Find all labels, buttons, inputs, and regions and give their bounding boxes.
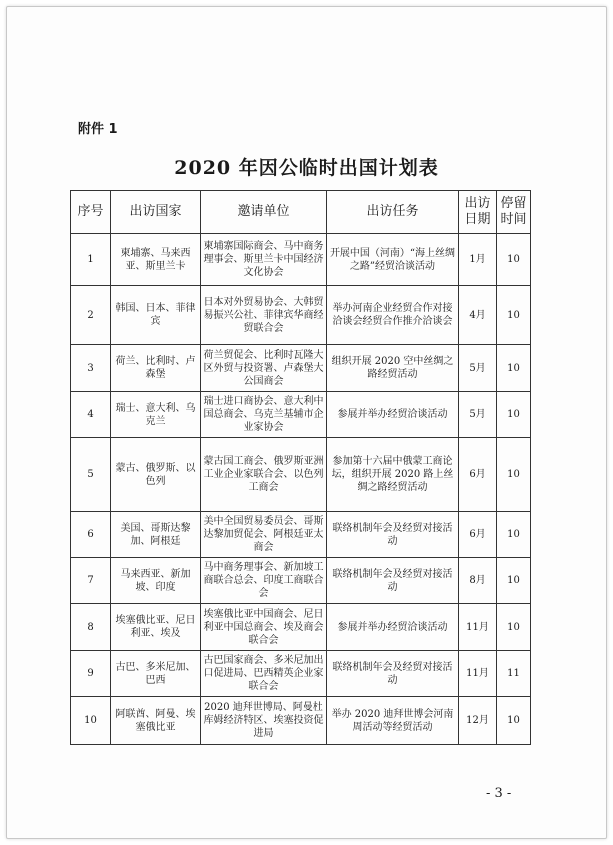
cell-index: 2 [71, 286, 111, 345]
page-number: - 3 - [486, 786, 512, 801]
cell-date: 6月 [459, 512, 497, 558]
cell-task: 联络机制年会及经贸对接活动 [327, 558, 459, 604]
cell-index: 10 [71, 697, 111, 745]
cell-index: 3 [71, 345, 111, 392]
cell-task: 参展并举办经贸洽谈活动 [327, 392, 459, 438]
cell-countries: 韩国、日本、菲律宾 [111, 286, 201, 345]
cell-index: 5 [71, 438, 111, 512]
cell-inviter: 埃塞俄比亚中国商会、尼日利亚中国总商会、埃及商会联合会 [201, 604, 327, 651]
cell-duration: 11 [497, 651, 531, 697]
cell-date: 8月 [459, 558, 497, 604]
cell-duration: 10 [497, 392, 531, 438]
table-row [71, 234, 531, 286]
cell-date: 1月 [459, 234, 497, 286]
header-task: 出访任务 [327, 191, 459, 234]
cell-countries: 阿联酋、阿曼、埃塞俄比亚 [111, 697, 201, 745]
table-row [71, 697, 531, 745]
cell-task: 参展并举办经贸洽谈活动 [327, 604, 459, 651]
cell-task: 开展中国（河南）“海上丝绸之路”经贸洽谈活动 [327, 234, 459, 286]
cell-countries: 瑞士、意大利、乌克兰 [111, 392, 201, 438]
cell-duration: 10 [497, 558, 531, 604]
table-row [71, 438, 531, 512]
cell-task: 举办 2020 迪拜世博会河南周活动等经贸活动 [327, 697, 459, 745]
cell-countries: 蒙古、俄罗斯、以色列 [111, 438, 201, 512]
cell-countries: 柬埔寨、马来西亚、斯里兰卡 [111, 234, 201, 286]
cell-index: 9 [71, 651, 111, 697]
cell-index: 7 [71, 558, 111, 604]
table-row [71, 345, 531, 392]
table-row [71, 651, 531, 697]
document-title: 2020 年因公临时出国计划表 [174, 157, 439, 179]
table-row [71, 558, 531, 604]
cell-duration: 10 [497, 604, 531, 651]
cell-index: 1 [71, 234, 111, 286]
cell-index: 4 [71, 392, 111, 438]
cell-countries: 埃塞俄比亚、尼日利亚、埃及 [111, 604, 201, 651]
header-duration: 停留时间 [497, 191, 531, 234]
cell-countries: 马来西亚、新加坡、印度 [111, 558, 201, 604]
cell-index: 8 [71, 604, 111, 651]
cell-date: 5月 [459, 392, 497, 438]
table-row [71, 392, 531, 438]
cell-task: 联络机制年会及经贸对接活动 [327, 512, 459, 558]
cell-date: 11月 [459, 651, 497, 697]
cell-duration: 10 [497, 286, 531, 345]
cell-date: 6月 [459, 438, 497, 512]
cell-date: 12月 [459, 697, 497, 745]
cell-date: 11月 [459, 604, 497, 651]
cell-duration: 10 [497, 234, 531, 286]
cell-index: 6 [71, 512, 111, 558]
cell-date: 4月 [459, 286, 497, 345]
cell-date: 5月 [459, 345, 497, 392]
cell-duration: 10 [497, 697, 531, 745]
cell-inviter: 柬埔寨国际商会、马中商务理事会、斯里兰卡中国经济文化协会 [201, 234, 327, 286]
cell-inviter: 2020 迪拜世博局、阿曼杜库姆经济特区、埃塞投资促进局 [201, 697, 327, 745]
cell-duration: 10 [497, 438, 531, 512]
header-countries: 出访国家 [111, 191, 201, 234]
header-row [71, 191, 531, 234]
cell-inviter: 瑞士进口商协会、意大利中国总商会、乌克兰基辅市企业家协会 [201, 392, 327, 438]
header-index: 序号 [71, 191, 111, 234]
cell-countries: 美国、哥斯达黎加、阿根廷 [111, 512, 201, 558]
cell-task: 参加第十六届中俄蒙工商论坛，组织开展 2020 路上丝绸之路经贸活动 [327, 438, 459, 512]
header-inviter: 邀请单位 [201, 191, 327, 234]
table-row [71, 286, 531, 345]
cell-task: 举办河南企业经贸合作对接洽谈会经贸合作推介洽谈会 [327, 286, 459, 345]
cell-duration: 10 [497, 512, 531, 558]
table-row [71, 512, 531, 558]
plan-table [70, 190, 531, 745]
cell-task: 联络机制年会及经贸对接活动 [327, 651, 459, 697]
cell-inviter: 荷兰贸促会、比利时瓦隆大区外贸与投资署、卢森堡大公国商会 [201, 345, 327, 392]
table-row [71, 604, 531, 651]
attachment-label: 附件 1 [78, 122, 118, 137]
cell-inviter: 古巴国家商会、多米尼加出口促进局、巴西精英企业家联合会 [201, 651, 327, 697]
cell-inviter: 美中全国贸易委员会、哥斯达黎加贸促会、阿根廷亚太商会 [201, 512, 327, 558]
cell-countries: 古巴、多米尼加、巴西 [111, 651, 201, 697]
cell-inviter: 蒙古国工商会、俄罗斯亚洲工业企业家联合会、以色列工商会 [201, 438, 327, 512]
cell-countries: 荷兰、比利时、卢森堡 [111, 345, 201, 392]
cell-inviter: 日本对外贸易协会、大韩贸易振兴公社、菲律宾华商经贸联合会 [201, 286, 327, 345]
cell-duration: 10 [497, 345, 531, 392]
cell-inviter: 马中商务理事会、新加坡工商联合总会、印度工商联合会 [201, 558, 327, 604]
cell-task: 组织开展 2020 空中丝绸之路经贸活动 [327, 345, 459, 392]
header-date: 出访日期 [459, 191, 497, 234]
